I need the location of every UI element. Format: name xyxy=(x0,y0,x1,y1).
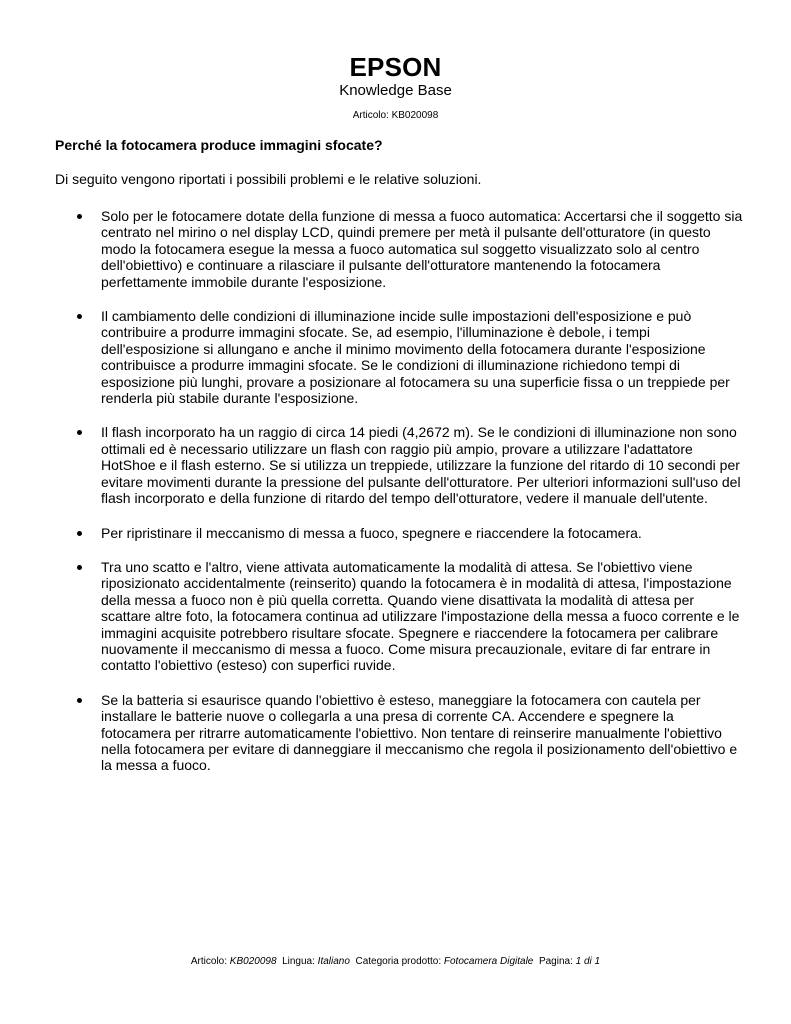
footer-language-label: Lingua: xyxy=(282,956,315,967)
list-item xyxy=(55,308,745,406)
list-item xyxy=(55,692,745,774)
bullet-icon xyxy=(77,698,82,703)
bullet-icon xyxy=(77,314,82,319)
footer-category-label: Categoria prodotto: xyxy=(355,956,442,967)
list-item-text: Tra uno scatto e l'altro, viene attivata automaticamente la modalità di attesa. Se l'obiettivo viene riposizionato accidentalmente (reinserito) quando la fotocamera è in modalità di attesa, l'impostazione della messa a fuoco non è più quella corretta. Quando viene disattivata la modalità di attesa per scattare altre foto, la fotocamera continua ad utilizzare l'impostazione della messa a fuoco corrente e le immagini acquisite potrebbero risultare sfocate. Spegnere e riaccendere la fotocamera per calibrare nuovamente il meccanismo di messa a fuoco. Come misura precauzionale, evitare di far entrare in contatto l'obiettivo (esteso) con superfici ruvide. xyxy=(101,558,740,674)
article-id: Articolo: KB020098 xyxy=(352,110,439,121)
list-item-text: Il flash incorporato ha un raggio di circa 14 piedi (4,2672 m). Se le condizioni di illuminazione non sono ottimali ed è necessario utilizzare un flash con raggio più ampio, provare a utilizzare l'adattatore HotShoe e il flash esterno. Se si utilizza un treppiede, utilizzare la funzione del ritardo di 10 secondi per evitare movimenti durante la pressione del pulsante dell'otturatore. Per ulteriori informazioni sull'uso del flash incorporato e della funzione di ritardo del tempo dell'otturatore, vedere il manuale dell'utente. xyxy=(101,424,741,507)
document-footer xyxy=(0,956,791,968)
footer-article-value: KB020098 xyxy=(229,956,277,967)
footer-language-value: Italiano xyxy=(317,956,350,967)
intro-text: Di seguito vengono riportati i possibili problemi e le relative soluzioni. xyxy=(55,171,482,187)
brand-title: EPSON xyxy=(349,52,442,82)
list-item-text: Il cambiamento delle condizioni di illuminazione incide sulle impostazioni dell'esposizione e può contribuire a produrre immagini sfocate. Se, ad esempio, l'illuminazione è debole, i tempi dell'esposizione si allungano e anche il minimo movimento della fotocamera durante l'esposizione contribuisce a produrre immagini sfocate. Se le condizioni di illuminazione richiedono tempi di esposizione più lunghi, provare a posizionare al fotocamera su una superficie fissa o un treppiede per renderla più stabile durante l'esposizione. xyxy=(101,308,730,407)
list-item-text: Per ripristinare il meccanismo di messa a fuoco, spegnere e riaccendere la fotocamera. xyxy=(101,524,642,541)
list-item xyxy=(55,208,745,290)
bullet-icon xyxy=(77,430,82,435)
bullet-icon xyxy=(77,214,82,219)
list-item xyxy=(55,525,745,541)
solutions-list xyxy=(55,208,745,774)
list-item xyxy=(55,559,745,674)
bullet-icon xyxy=(77,531,82,536)
knowledge-base-subtitle: Knowledge Base xyxy=(339,82,452,99)
question-heading: Perché la fotocamera produce immagini sfocate? xyxy=(55,137,383,153)
footer-category-value: Fotocamera Digitale xyxy=(443,956,534,967)
list-item-text: Se la batteria si esaurisce quando l'obiettivo è esteso, maneggiare la fotocamera con cautela per installare le batterie nuove o collegarla a una presa di corrente CA. Accendere e spegnere la fotocamera per ritrarre automaticamente l'obiettivo. Non tentare di reinserire manualmente l'obiettivo nella fotocamera per evitare di danneggiare il meccanismo che regola il posizionamento dell'obiettivo e la messa a fuoco. xyxy=(101,691,738,774)
footer-page-label: Pagina: xyxy=(538,956,573,967)
list-item xyxy=(55,424,745,506)
article-body xyxy=(55,137,745,792)
document-header xyxy=(0,52,791,122)
list-item-text: Solo per le fotocamere dotate della funzione di messa a fuoco automatica: Accertarsi che il soggetto sia centrato nel mirino o nel display LCD, quindi premere per metà il pulsante dell'otturatore (in questo modo la fotocamera esegue la messa a fuoco automatica sul soggetto visualizzato solo al centro dell'obiettivo) e continuare a rilasciare il pulsante dell'otturatore mantenendo la fotocamera perfettamente immobile durante l'esposizione. xyxy=(101,208,743,290)
footer-page-value: 1 di 1 xyxy=(575,956,601,967)
bullet-icon xyxy=(77,565,82,570)
footer-article-label: Articolo: xyxy=(190,956,228,967)
